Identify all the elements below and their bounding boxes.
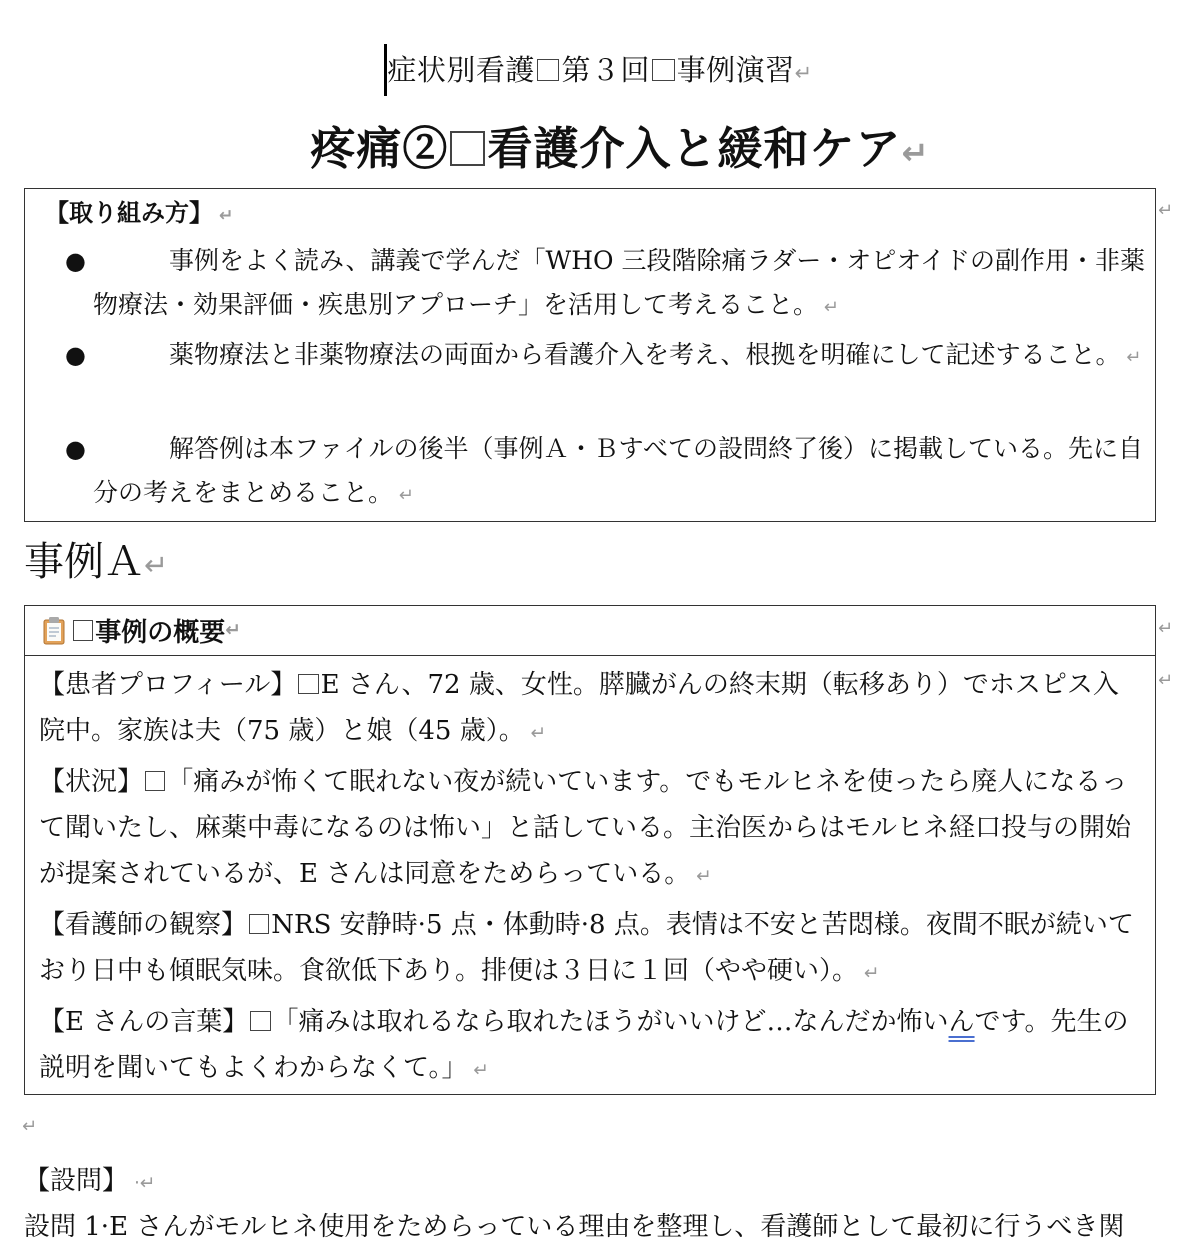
grammar-flag-underline[interactable]: ん bbox=[948, 1007, 975, 1037]
instruction-text-1: 事例をよく読み、講義で学んだ「WHO 三段階除痛ラダー・オピオイドの副作用・非薬物療法・効果評価・疾患別アプローチ」を活用して考えること。 bbox=[93, 246, 1145, 319]
situation-paragraph bbox=[39, 759, 1143, 900]
return-mark-icon: ↵ bbox=[213, 206, 234, 226]
clipboard-icon bbox=[43, 617, 65, 645]
observation-label: 【看護師の観察】 bbox=[39, 910, 248, 940]
space-glyph bbox=[537, 59, 560, 82]
profile-text: E さん、72 歳、女性。膵臓がんの終末期（転移あり）でホスピス入院中。家族は夫（75 歳）と娘（45 歳）。 bbox=[39, 670, 1119, 746]
situation-text: 「痛みが怖くて眠れない夜が続いています。でもモルヒネを使ったら廃人になるって聞いたし、麻薬中毒になるのは怖い」と話している。主治医からはモルヒネ経口投与の開始が提案されているが、E さんは同意をためらっている。 bbox=[39, 767, 1132, 889]
title-part-2: 第３回 bbox=[561, 53, 650, 87]
instructions-box bbox=[24, 188, 1156, 522]
situation-label: 【状況】 bbox=[39, 767, 144, 797]
return-mark-icon: ↵ bbox=[690, 866, 712, 887]
title-part-1: 症状別看護 bbox=[387, 53, 535, 87]
return-mark-icon: ↵ bbox=[1158, 200, 1174, 221]
instruction-text bbox=[65, 427, 1145, 518]
observation-paragraph bbox=[39, 902, 1143, 997]
empty-paragraph-mark: ↵ bbox=[22, 1116, 38, 1137]
space-glyph bbox=[249, 914, 269, 934]
document-title bbox=[0, 48, 1200, 89]
space-glyph bbox=[250, 1011, 270, 1031]
space-glyph bbox=[145, 771, 165, 791]
space-glyph bbox=[73, 620, 93, 640]
space-glyph bbox=[652, 59, 675, 82]
space-glyph bbox=[450, 131, 485, 166]
instruction-text bbox=[65, 333, 1145, 380]
case-overview-box bbox=[24, 605, 1156, 1095]
return-mark-icon: ↵ bbox=[1120, 347, 1142, 368]
patient-words-text: 「痛みは取れるなら取れたほうがいいけど…なんだか怖い bbox=[272, 1007, 949, 1037]
return-mark-icon: ·↵ bbox=[128, 1173, 156, 1194]
return-mark-icon: ↵ bbox=[1158, 618, 1174, 639]
case-overview-body bbox=[39, 662, 1143, 1096]
questions-heading-text: 【設問】 bbox=[24, 1166, 129, 1196]
space-glyph bbox=[298, 674, 318, 694]
profile-label: 【患者プロフィール】 bbox=[39, 670, 297, 700]
instruction-item bbox=[65, 427, 1145, 518]
patient-words-paragraph bbox=[39, 999, 1143, 1094]
return-mark-icon: ↵ bbox=[524, 723, 547, 744]
document-subtitle bbox=[0, 112, 1200, 177]
return-mark-icon: ↵ bbox=[467, 1060, 490, 1081]
profile-paragraph bbox=[39, 662, 1143, 757]
instruction-item bbox=[65, 239, 1145, 330]
title-part-3: 事例演習 bbox=[676, 53, 795, 87]
return-mark-icon: ↵ bbox=[794, 61, 813, 85]
bullet-icon: ● bbox=[65, 435, 86, 463]
instruction-text bbox=[65, 239, 1145, 330]
patient-words-label: 【E さんの言葉】 bbox=[39, 1007, 249, 1037]
return-mark-icon: ↵ bbox=[1158, 670, 1174, 691]
question-1: 設問 1·E さんがモルヒネ使用をためらっている理由を整理し、看護師として最初に行うべき関 bbox=[24, 1212, 1125, 1242]
bullet-icon: ● bbox=[65, 247, 86, 275]
instruction-text-3: 解答例は本ファイルの後半（事例Ａ・Ｂすべての設問終了後）に掲載している。先に自分の考えをまとめること。 bbox=[93, 434, 1144, 507]
return-mark-icon: ↵ bbox=[901, 134, 930, 172]
instruction-text-2: 薬物療法と非薬物療法の両面から看護介入を考え、根拠を明確にして記述すること。 bbox=[169, 340, 1121, 369]
subtitle-part-2: 看護介入と緩和ケア bbox=[487, 122, 902, 175]
instructions-heading bbox=[45, 193, 233, 228]
return-mark-icon: ↵ bbox=[818, 297, 839, 318]
return-mark-icon: ↵ bbox=[858, 963, 880, 984]
instruction-item bbox=[65, 333, 1145, 380]
questions-heading bbox=[24, 1160, 156, 1197]
return-mark-icon: ↵ bbox=[225, 620, 241, 641]
case-overview-label: 事例の概要 bbox=[95, 618, 226, 648]
case-overview-title bbox=[43, 612, 241, 649]
case-overview-header bbox=[25, 606, 1155, 656]
subtitle-part-1: 疼痛② bbox=[310, 122, 449, 175]
case-a-heading bbox=[24, 530, 168, 587]
patient-words-text-end: です。先生の説明を聞いてもよくわからなくて。」 bbox=[39, 1007, 1129, 1083]
case-a-heading-text: 事例Ａ bbox=[24, 539, 144, 585]
return-mark-icon: ↵ bbox=[393, 485, 414, 506]
instructions-heading-text: 【取り組み方】 bbox=[45, 198, 213, 227]
observation-text: NRS 安静時·5 点・体動時·8 点。表情は不安と苦悶様。夜間不眠が続いており日中も傾眠気味。食欲低下あり。排便は３日に１回（やや硬い）。 bbox=[39, 910, 1134, 986]
bullet-icon: ● bbox=[65, 341, 86, 369]
return-mark-icon: ↵ bbox=[144, 548, 169, 582]
